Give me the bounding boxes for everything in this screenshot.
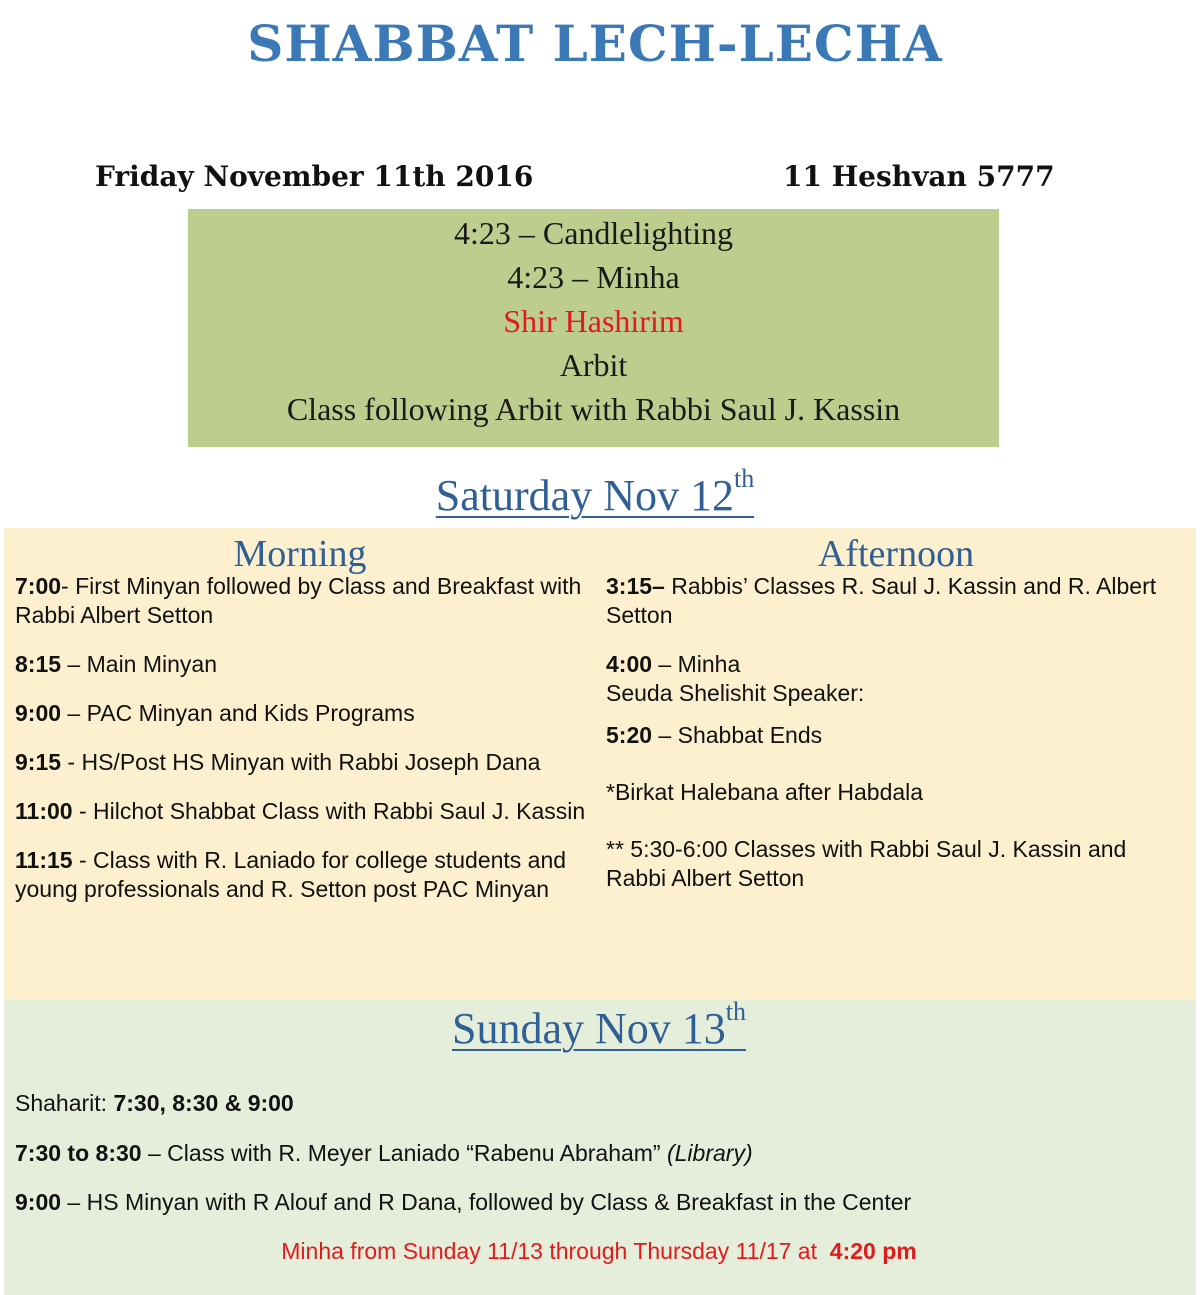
sunday-heading-suffix: th <box>725 997 746 1026</box>
item-time: 11:15 <box>15 847 73 873</box>
item-time: 9:00 <box>15 700 62 726</box>
item-time: 9:15 <box>15 749 62 775</box>
item-time: 7:00 <box>15 573 62 599</box>
shaharit-times: 7:30, 8:30 & 9:00 <box>113 1090 294 1116</box>
item-text: - Class with R. Laniado for college students and young professionals and R. Setton post PAC Minyan <box>15 847 567 902</box>
list-item <box>606 721 1186 750</box>
friday-schedule-box <box>188 209 999 447</box>
item-time: 5:20 <box>606 722 653 748</box>
item-text: – Shabbat Ends <box>652 722 823 748</box>
item-text: – Minha <box>652 651 741 677</box>
page-title: SHABBAT LECH-LECHA <box>247 14 943 73</box>
friday-date: Friday November 11th 2016 <box>95 160 534 193</box>
birkat-halebana-note: *Birkat Halebana after Habdala <box>606 779 924 805</box>
candlelighting-line: 4:23 – Candlelighting <box>453 215 734 251</box>
saturday-heading <box>0 464 1190 521</box>
list-item <box>15 846 590 904</box>
list-item <box>15 748 590 777</box>
list-item <box>15 699 590 728</box>
afternoon-column <box>606 528 1186 893</box>
sunday-heading <box>0 997 1198 1054</box>
friday-class-line: Class following Arbit with Rabbi Saul J. Kassin <box>286 391 901 427</box>
item-time: 3:15– <box>606 573 665 599</box>
arbit-line: Arbit <box>559 347 628 383</box>
hebrew-date: 11 Heshvan 5777 <box>783 160 1055 193</box>
shaharit-line <box>15 1089 294 1118</box>
item-text: – Class with R. Meyer Laniado “Rabenu Abraham” <box>141 1140 667 1166</box>
weekday-minha-notice <box>0 1238 1198 1265</box>
item-text: – PAC Minyan and Kids Programs <box>61 700 415 726</box>
item-text: - Hilchot Shabbat Class with Rabbi Saul J. Kassin <box>72 798 586 824</box>
item-time: 8:15 <box>15 651 62 677</box>
item-text: - First Minyan followed by Class and Breakfast with Rabbi Albert Setton <box>15 573 582 628</box>
list-item <box>15 650 590 679</box>
sunday-class-line <box>15 1139 753 1168</box>
minha-notice-time: 4:20 pm <box>829 1238 917 1264</box>
item-text: Rabbis’ Classes R. Saul J. Kassin and R. Albert Setton <box>606 573 1157 628</box>
item-time: 11:00 <box>15 798 73 824</box>
seuda-shelishit-speaker: Seuda Shelishit Speaker: <box>606 680 865 706</box>
list-item <box>606 572 1186 630</box>
item-text: - HS/Post HS Minyan with Rabbi Joseph Dana <box>61 749 541 775</box>
sunday-heading-text: Sunday Nov 13 <box>451 1004 726 1053</box>
afternoon-heading: Afternoon <box>817 533 975 575</box>
saturday-heading-suffix: th <box>733 464 755 493</box>
morning-column <box>15 528 590 924</box>
minha-notice-text: Minha from Sunday 11/13 through Thursday 11/17 at <box>281 1238 830 1264</box>
saturday-heading-text: Saturday Nov 12 <box>435 471 734 520</box>
shaharit-label: Shaharit: <box>15 1090 114 1116</box>
item-text: – HS Minyan with R Alouf and R Dana, followed by Class & Breakfast in the Center <box>61 1189 912 1215</box>
shir-hashirim-line: Shir Hashirim <box>503 303 684 339</box>
morning-heading: Morning <box>233 533 367 575</box>
list-item <box>15 572 590 630</box>
sunday-hs-minyan-line <box>15 1188 911 1217</box>
item-time: 9:00 <box>15 1189 62 1215</box>
class-location: (Library) <box>666 1140 753 1166</box>
item-time: 7:30 to 8:30 <box>15 1140 142 1166</box>
item-text: – Main Minyan <box>61 651 218 677</box>
friday-minha-line: 4:23 – Minha <box>507 259 680 295</box>
evening-classes-note: ** 5:30-6:00 Classes with Rabbi Saul J. Kassin and Rabbi Albert Setton <box>606 836 1127 891</box>
friday-date-bar <box>0 160 1200 196</box>
list-item <box>606 650 1186 679</box>
saturday-schedule-box <box>4 528 1196 1000</box>
list-item <box>15 797 590 826</box>
item-time: 4:00 <box>606 651 653 677</box>
